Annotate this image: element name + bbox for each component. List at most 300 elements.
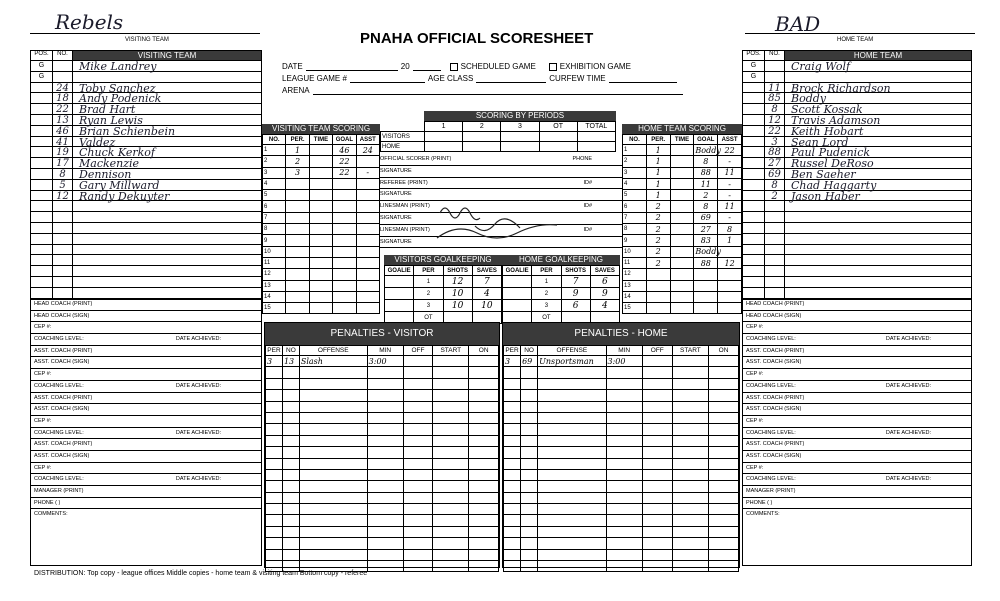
penalty-cell[interactable]: [538, 549, 606, 560]
roster-player-name[interactable]: Brad Hart: [79, 103, 136, 117]
roster-pos[interactable]: [743, 191, 765, 201]
penalty-cell[interactable]: [433, 390, 469, 401]
penalty-cell[interactable]: [521, 367, 538, 378]
roster-pos[interactable]: [743, 104, 765, 114]
penalty-cell[interactable]: Unsportsman: [538, 356, 606, 367]
coach-row[interactable]: [31, 334, 261, 346]
scoring-cell[interactable]: [286, 257, 309, 268]
scoring-cell[interactable]: 22: [333, 156, 356, 167]
goalkeeping-cell[interactable]: 10: [472, 300, 501, 312]
scoring-cell[interactable]: 2: [646, 224, 670, 235]
scoring-cell[interactable]: 11: [718, 167, 742, 178]
penalty-cell[interactable]: [266, 435, 283, 446]
penalty-cell[interactable]: [299, 424, 367, 435]
penalty-cell[interactable]: [504, 538, 521, 549]
goalkeeping-cell[interactable]: [503, 300, 532, 312]
penalty-cell[interactable]: [282, 367, 299, 378]
roster-pos[interactable]: G: [743, 61, 765, 71]
scoring-cell[interactable]: 15: [263, 303, 286, 314]
penalty-cell[interactable]: [642, 378, 672, 389]
penalty-cell[interactable]: [709, 401, 739, 412]
penalty-cell[interactable]: [504, 424, 521, 435]
penalty-cell[interactable]: [367, 549, 403, 560]
scoring-cell[interactable]: [309, 178, 332, 189]
penalty-cell[interactable]: [469, 424, 499, 435]
penalty-cell[interactable]: [709, 390, 739, 401]
penalty-cell[interactable]: [266, 378, 283, 389]
roster-player-name[interactable]: Mackenzie: [79, 157, 140, 171]
scoring-cell[interactable]: [309, 145, 332, 156]
coach-row[interactable]: [743, 334, 971, 346]
roster-number[interactable]: [765, 61, 785, 71]
scoring-cell[interactable]: [670, 167, 694, 178]
scoring-cell[interactable]: 2: [646, 246, 670, 257]
scoring-cell[interactable]: 9: [263, 235, 286, 246]
roster-pos[interactable]: [743, 288, 765, 298]
roster-player-name[interactable]: Paul Pudenick: [791, 146, 871, 160]
roster-player-name[interactable]: Boddy: [791, 92, 827, 106]
roster-player-name[interactable]: Russel DeRoso: [791, 157, 874, 171]
coach-row[interactable]: [31, 509, 261, 521]
scoring-cell[interactable]: [718, 280, 742, 291]
penalty-cell[interactable]: [709, 356, 739, 367]
penalty-cell[interactable]: [504, 504, 521, 515]
penalty-cell[interactable]: [642, 538, 672, 549]
roster-player-name[interactable]: Chad Haggarty: [791, 178, 877, 192]
roster-player-name[interactable]: [785, 266, 971, 276]
scoring-cell[interactable]: 24: [356, 145, 379, 156]
penalty-cell[interactable]: [282, 378, 299, 389]
roster-pos[interactable]: [743, 255, 765, 265]
scoring-cell[interactable]: 1: [263, 145, 286, 156]
penalty-cell[interactable]: [672, 390, 708, 401]
penalty-cell[interactable]: [299, 492, 367, 503]
scoring-cell[interactable]: [646, 269, 670, 280]
scoring-cell[interactable]: 27: [694, 224, 718, 235]
penalty-cell[interactable]: [266, 481, 283, 492]
scoring-cell[interactable]: 12: [718, 257, 742, 268]
coach-row[interactable]: [743, 322, 971, 334]
penalty-cell[interactable]: [504, 378, 521, 389]
penalty-cell[interactable]: [433, 561, 469, 572]
roster-pos[interactable]: [743, 223, 765, 233]
roster-player-name[interactable]: Mike Landrey: [79, 60, 157, 73]
penalty-cell[interactable]: [606, 367, 642, 378]
roster-pos[interactable]: [743, 83, 765, 93]
roster-pos[interactable]: G: [743, 72, 765, 82]
penalty-cell[interactable]: [504, 367, 521, 378]
scoring-cell[interactable]: [670, 246, 694, 257]
goalkeeping-cell[interactable]: 1: [414, 276, 443, 288]
penalty-cell[interactable]: [403, 378, 433, 389]
penalty-cell[interactable]: [403, 515, 433, 526]
roster-pos[interactable]: [743, 169, 765, 179]
scoring-cell[interactable]: [670, 303, 694, 314]
roster-pos[interactable]: [743, 234, 765, 244]
penalty-cell[interactable]: [282, 390, 299, 401]
penalty-cell[interactable]: [266, 401, 283, 412]
penalty-cell[interactable]: [282, 504, 299, 515]
penalty-cell[interactable]: [642, 504, 672, 515]
league-game-field[interactable]: [350, 74, 425, 83]
scoring-cell[interactable]: [286, 291, 309, 302]
scoring-cell[interactable]: [670, 235, 694, 246]
visiting-team-name[interactable]: Rebels: [55, 10, 124, 34]
coach-row[interactable]: [31, 346, 261, 358]
scoring-cell[interactable]: [646, 280, 670, 291]
penalty-cell[interactable]: [433, 356, 469, 367]
penalty-cell[interactable]: [433, 412, 469, 423]
penalty-cell[interactable]: 3:00: [606, 356, 642, 367]
roster-pos[interactable]: [31, 126, 53, 136]
penalty-cell[interactable]: [642, 356, 672, 367]
penalty-cell[interactable]: [606, 447, 642, 458]
coach-row[interactable]: [31, 322, 261, 334]
penalty-cell[interactable]: [282, 526, 299, 537]
scoring-cell[interactable]: [646, 303, 670, 314]
roster-pos[interactable]: [31, 93, 53, 103]
scoring-cell[interactable]: [333, 224, 356, 235]
penalty-cell[interactable]: [709, 515, 739, 526]
penalty-cell[interactable]: [469, 447, 499, 458]
goalkeeping-cell[interactable]: 4: [590, 300, 619, 312]
penalty-cell[interactable]: [469, 390, 499, 401]
penalty-cell[interactable]: [299, 504, 367, 515]
penalty-cell[interactable]: [672, 435, 708, 446]
penalty-cell[interactable]: [367, 469, 403, 480]
scoring-cell[interactable]: [309, 291, 332, 302]
roster-player-name[interactable]: [785, 223, 971, 233]
scoring-cell[interactable]: [286, 269, 309, 280]
goalkeeping-cell[interactable]: [503, 288, 532, 300]
roster-number[interactable]: 69: [765, 169, 785, 179]
penalty-cell[interactable]: [433, 492, 469, 503]
scoring-cell[interactable]: [670, 212, 694, 223]
penalty-cell[interactable]: [469, 538, 499, 549]
scoring-cell[interactable]: [286, 280, 309, 291]
penalty-cell[interactable]: [538, 424, 606, 435]
scoring-cell[interactable]: 2: [623, 156, 647, 167]
goalkeeping-cell[interactable]: [385, 276, 414, 288]
roster-pos[interactable]: [31, 223, 53, 233]
coach-row[interactable]: [743, 509, 971, 521]
scoring-cell[interactable]: [309, 167, 332, 178]
penalty-cell[interactable]: [266, 458, 283, 469]
age-class-field[interactable]: [476, 74, 546, 83]
penalty-cell[interactable]: [433, 378, 469, 389]
penalty-cell[interactable]: [433, 549, 469, 560]
penalty-cell[interactable]: [403, 481, 433, 492]
scoring-cell[interactable]: 8: [263, 224, 286, 235]
roster-number[interactable]: [765, 201, 785, 211]
penalty-cell[interactable]: [606, 469, 642, 480]
penalty-cell[interactable]: [538, 515, 606, 526]
scoring-cell[interactable]: Boddy: [695, 247, 721, 257]
scoring-cell[interactable]: [356, 280, 379, 291]
penalty-cell[interactable]: [606, 458, 642, 469]
coach-row[interactable]: [31, 463, 261, 475]
penalty-cell[interactable]: [367, 526, 403, 537]
penalty-cell[interactable]: [606, 515, 642, 526]
coach-row[interactable]: [743, 498, 971, 510]
penalty-cell[interactable]: [433, 515, 469, 526]
roster-player-name[interactable]: Ben Saeher: [791, 167, 856, 181]
penalty-cell[interactable]: [504, 412, 521, 423]
penalty-cell[interactable]: [642, 447, 672, 458]
coach-row[interactable]: [31, 311, 261, 323]
roster-number[interactable]: 3: [765, 137, 785, 147]
scoring-cell[interactable]: [333, 212, 356, 223]
roster-player-name[interactable]: Scott Kossak: [791, 103, 863, 117]
roster-pos[interactable]: [31, 234, 53, 244]
scoring-cell[interactable]: [670, 178, 694, 189]
penalty-cell[interactable]: [521, 515, 538, 526]
penalty-cell[interactable]: [642, 390, 672, 401]
scoring-cell[interactable]: 8: [718, 224, 742, 235]
scoring-cell[interactable]: -: [718, 212, 742, 223]
penalty-cell[interactable]: [521, 492, 538, 503]
scheduled-checkbox[interactable]: [450, 63, 458, 71]
scoring-cell[interactable]: 15: [623, 303, 647, 314]
penalty-cell[interactable]: [433, 447, 469, 458]
penalty-cell[interactable]: [266, 538, 283, 549]
penalty-cell[interactable]: [403, 367, 433, 378]
goalkeeping-cell[interactable]: 10: [443, 288, 472, 300]
roster-number[interactable]: 8: [53, 169, 73, 179]
penalty-cell[interactable]: [367, 458, 403, 469]
penalty-cell[interactable]: [367, 424, 403, 435]
penalty-cell[interactable]: [521, 504, 538, 515]
penalty-cell[interactable]: [504, 515, 521, 526]
roster-pos[interactable]: [743, 115, 765, 125]
penalty-cell[interactable]: [642, 549, 672, 560]
penalty-cell[interactable]: [433, 538, 469, 549]
roster-pos[interactable]: [31, 266, 53, 276]
penalty-cell[interactable]: [672, 469, 708, 480]
scoring-cell[interactable]: 14: [263, 291, 286, 302]
scoring-cell[interactable]: 22: [718, 145, 742, 156]
penalty-cell[interactable]: [672, 561, 708, 572]
roster-pos[interactable]: [743, 147, 765, 157]
roster-player-name[interactable]: Brian Schienbein: [79, 124, 176, 138]
penalty-cell[interactable]: [282, 481, 299, 492]
penalty-cell[interactable]: [367, 515, 403, 526]
roster-pos[interactable]: [743, 277, 765, 287]
penalty-cell[interactable]: [282, 447, 299, 458]
penalty-cell[interactable]: [709, 378, 739, 389]
roster-number[interactable]: [53, 212, 73, 222]
scoring-cell[interactable]: [309, 303, 332, 314]
scoring-cell[interactable]: 1: [623, 145, 647, 156]
scoring-cell[interactable]: [670, 224, 694, 235]
penalty-cell[interactable]: [299, 549, 367, 560]
scoring-cell[interactable]: [309, 269, 332, 280]
roster-player-name[interactable]: Gary Millward: [79, 178, 160, 192]
penalty-cell[interactable]: [521, 435, 538, 446]
penalty-cell[interactable]: [642, 435, 672, 446]
penalty-cell[interactable]: [282, 435, 299, 446]
official-row[interactable]: [380, 178, 622, 190]
penalty-cell[interactable]: [469, 367, 499, 378]
penalty-cell[interactable]: [521, 561, 538, 572]
scoring-cell[interactable]: 12: [263, 269, 286, 280]
roster-number[interactable]: [765, 234, 785, 244]
roster-number[interactable]: [53, 277, 73, 287]
penalty-cell[interactable]: [266, 526, 283, 537]
scoring-cell[interactable]: [333, 178, 356, 189]
penalty-cell[interactable]: [606, 401, 642, 412]
roster-pos[interactable]: [31, 115, 53, 125]
penalty-cell[interactable]: [672, 549, 708, 560]
penalty-cell[interactable]: [282, 469, 299, 480]
penalty-cell[interactable]: [709, 367, 739, 378]
scoring-cell[interactable]: [309, 212, 332, 223]
scoring-cell[interactable]: 4: [263, 178, 286, 189]
roster-number[interactable]: 13: [53, 115, 73, 125]
coach-row[interactable]: [743, 428, 971, 440]
scoring-cell[interactable]: 13: [623, 280, 647, 291]
penalty-cell[interactable]: [266, 447, 283, 458]
roster-pos[interactable]: [743, 93, 765, 103]
scoring-cell[interactable]: [286, 212, 309, 223]
penalty-cell[interactable]: 69: [521, 356, 538, 367]
roster-player-name[interactable]: Ryan Lewis: [79, 113, 143, 127]
coach-row[interactable]: [743, 311, 971, 323]
penalty-cell[interactable]: [538, 526, 606, 537]
penalty-cell[interactable]: [266, 367, 283, 378]
roster-player-name[interactable]: [785, 288, 971, 298]
coach-row[interactable]: [743, 381, 971, 393]
penalty-cell[interactable]: [538, 492, 606, 503]
scoring-cell[interactable]: [694, 269, 718, 280]
penalty-cell[interactable]: [709, 412, 739, 423]
scoring-cell[interactable]: [356, 201, 379, 212]
scoring-cell[interactable]: 88: [694, 167, 718, 178]
roster-player-name[interactable]: [73, 223, 261, 233]
penalty-cell[interactable]: [521, 447, 538, 458]
scoring-cell[interactable]: Boddy: [695, 145, 721, 155]
penalty-cell[interactable]: [367, 435, 403, 446]
roster-player-name[interactable]: [73, 201, 261, 211]
scoring-cell[interactable]: [333, 280, 356, 291]
roster-number[interactable]: [765, 266, 785, 276]
penalty-cell[interactable]: [403, 356, 433, 367]
roster-number[interactable]: 11: [765, 83, 785, 93]
scoring-cell[interactable]: 6: [263, 201, 286, 212]
penalty-cell[interactable]: [367, 390, 403, 401]
goalkeeping-cell[interactable]: 9: [561, 288, 590, 300]
penalty-cell[interactable]: [403, 561, 433, 572]
roster-player-name[interactable]: [785, 255, 971, 265]
roster-player-name[interactable]: [785, 212, 971, 222]
date-field[interactable]: [306, 62, 398, 71]
curfew-field[interactable]: [609, 74, 677, 83]
scoring-cell[interactable]: 4: [623, 178, 647, 189]
penalty-cell[interactable]: [538, 435, 606, 446]
coach-row[interactable]: [31, 299, 261, 311]
scoring-cell[interactable]: 3: [263, 167, 286, 178]
goalkeeping-cell[interactable]: [503, 276, 532, 288]
scoring-cell[interactable]: 1: [646, 167, 670, 178]
penalty-cell[interactable]: [266, 515, 283, 526]
official-row[interactable]: [380, 154, 622, 166]
scoring-cell[interactable]: 2: [646, 201, 670, 212]
coach-row[interactable]: [31, 439, 261, 451]
coach-row[interactable]: [743, 416, 971, 428]
scoring-cell[interactable]: 8: [694, 201, 718, 212]
penalty-cell[interactable]: [709, 435, 739, 446]
scoring-cell[interactable]: -: [356, 167, 379, 178]
scoring-cell[interactable]: [670, 201, 694, 212]
scoring-cell[interactable]: 88: [694, 257, 718, 268]
scoring-cell[interactable]: 6: [623, 201, 647, 212]
year-field[interactable]: [413, 62, 441, 71]
penalty-cell[interactable]: [282, 515, 299, 526]
scoring-cell[interactable]: [646, 291, 670, 302]
penalty-cell[interactable]: [367, 412, 403, 423]
roster-number[interactable]: 22: [765, 126, 785, 136]
roster-player-name[interactable]: [73, 255, 261, 265]
penalty-cell[interactable]: [642, 526, 672, 537]
penalty-cell[interactable]: [433, 458, 469, 469]
penalty-cell[interactable]: [299, 390, 367, 401]
scoring-cell[interactable]: [286, 246, 309, 257]
penalty-cell[interactable]: [266, 424, 283, 435]
penalty-cell[interactable]: [672, 412, 708, 423]
penalty-cell[interactable]: [282, 424, 299, 435]
penalty-cell[interactable]: [504, 447, 521, 458]
penalty-cell[interactable]: [672, 492, 708, 503]
penalty-cell[interactable]: [672, 378, 708, 389]
scoring-cell[interactable]: [356, 212, 379, 223]
penalty-cell[interactable]: [709, 538, 739, 549]
penalty-cell[interactable]: [469, 378, 499, 389]
roster-player-name[interactable]: Travis Adamson: [791, 113, 881, 127]
official-row[interactable]: [380, 166, 622, 178]
penalty-cell[interactable]: [367, 481, 403, 492]
roster-pos[interactable]: [743, 126, 765, 136]
penalty-cell[interactable]: [504, 435, 521, 446]
penalty-cell[interactable]: [606, 435, 642, 446]
coach-row[interactable]: [743, 439, 971, 451]
penalty-cell[interactable]: [538, 378, 606, 389]
roster-pos[interactable]: [31, 169, 53, 179]
penalty-cell[interactable]: [433, 401, 469, 412]
penalty-cell[interactable]: [282, 401, 299, 412]
roster-player-name[interactable]: Chuck Kerkof: [79, 146, 155, 160]
penalty-cell[interactable]: [642, 424, 672, 435]
scoring-cell[interactable]: 8: [694, 156, 718, 167]
roster-pos[interactable]: [31, 201, 53, 211]
roster-player-name[interactable]: [785, 277, 971, 287]
penalty-cell[interactable]: [299, 458, 367, 469]
penalty-cell[interactable]: [282, 412, 299, 423]
roster-number[interactable]: [765, 288, 785, 298]
goalkeeping-cell[interactable]: 2: [532, 288, 561, 300]
penalty-cell[interactable]: [709, 526, 739, 537]
penalty-cell[interactable]: [403, 447, 433, 458]
penalty-cell[interactable]: [606, 492, 642, 503]
scoring-cell[interactable]: 1: [286, 145, 309, 156]
penalty-cell[interactable]: [403, 504, 433, 515]
scoring-cell[interactable]: [718, 303, 742, 314]
scoring-cell[interactable]: [356, 235, 379, 246]
penalty-cell[interactable]: [538, 401, 606, 412]
scoring-cell[interactable]: 2: [694, 190, 718, 201]
penalty-cell[interactable]: [403, 492, 433, 503]
scoring-cell[interactable]: [356, 178, 379, 189]
scoring-cell[interactable]: 9: [623, 235, 647, 246]
